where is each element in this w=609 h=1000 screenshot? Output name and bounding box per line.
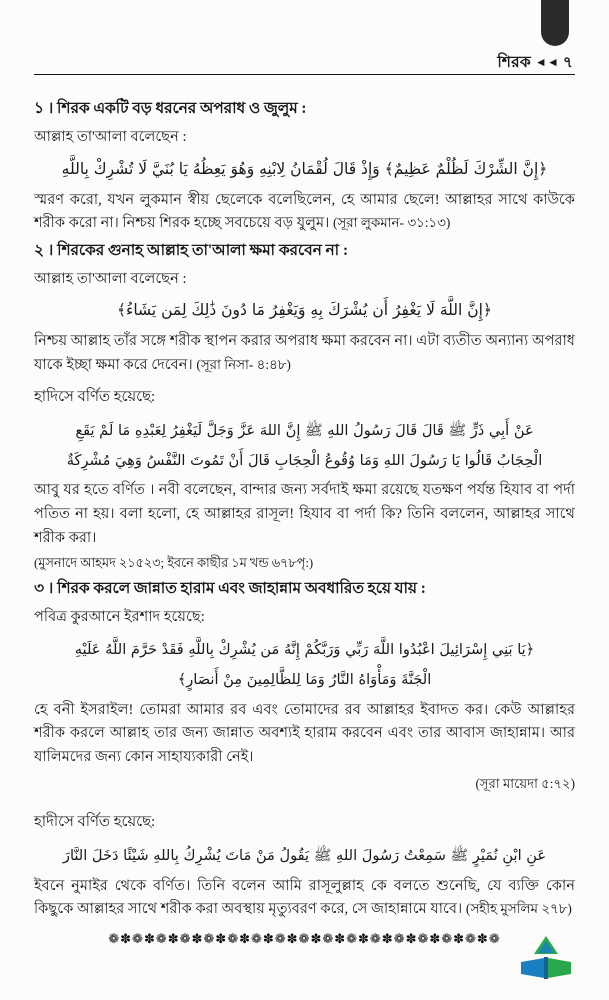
header-arrows-icon: ◄◄ xyxy=(534,55,560,69)
header-book-title: শিরক xyxy=(497,54,531,71)
section-3-arabic-line-1: ﴿يَا بَنِي إِسْرَائِيلَ اعْبُدُوا اللَّهَ رَبِّي وَرَبَّكُمْ إِنَّهُ مَن يُشْرِكْ بِاللَّهِ فَقَدْ حَرَّمَ اللَّهُ عَلَيْهِ xyxy=(74,640,535,658)
section-2-hadith-reference: (মুসনাদে আহমদ ২১৫২৩; ইবনে কাছীর ১ম খন্ড ৬৭৮পৃ:) xyxy=(34,556,314,571)
section-2-lead: আল্লাহ তা'আলা বলেছেন : xyxy=(34,270,187,287)
page-number: ৭ xyxy=(563,55,573,71)
section-3-lead: পবিত্র কুরআনে ইরশাদ হয়েছে: xyxy=(34,609,205,626)
section-3-hadith-reference: (সহীহ মুসলিম ২৭৮) xyxy=(465,901,572,917)
section-1 xyxy=(34,98,575,236)
section-2 xyxy=(34,240,575,576)
section-1-arabic-verse: ﴿إِنَّ الشِّرْكَ لَظُلْمٌ عَظِيمٌ﴾ وَإِذْ قَالَ لُقْمَانُ لِابْنِهِ وَهُوَ يَعِظُهُ يَا بُنَيَّ لَا تُشْرِكْ بِاللَّهِ xyxy=(61,159,548,178)
section-2-hadith-arabic xyxy=(34,416,575,476)
corner-tab-mark xyxy=(541,0,569,46)
section-1-reference: (সূরা লুকমান- ৩১:১৩) xyxy=(332,215,451,231)
running-header xyxy=(497,50,573,76)
section-1-title: ১ । শিরক একটি বড় ধরনের অপরাধ ও জুলুম : xyxy=(34,100,307,117)
bottom-ornament: ❁✽❁✽❁✽❁✽❁✽❁✽❁✽❁✽❁✽❁✽❁✽❁✽❁✽❁✽❁✽❁✽❁ xyxy=(108,931,501,947)
section-2-reference: (সূরা নিসা- ৪:৪৮) xyxy=(196,357,291,373)
header-rule xyxy=(34,74,575,75)
section-3-reference: (সূরা মায়েদা ৫:৭২) xyxy=(475,775,575,791)
section-1-lead: আল্লাহ তা'আলা বলেছেন : xyxy=(34,128,187,145)
section-1-translation xyxy=(34,189,575,236)
section-3-title: ৩ । শিরক করলে জান্নাত হারাম এবং জাহান্নাম অবধারিত হয়ে যায় : xyxy=(34,580,426,598)
section-2-translation xyxy=(34,330,575,377)
page-header xyxy=(34,0,575,86)
footer-logo xyxy=(517,934,575,982)
section-3-hadith-translation xyxy=(34,875,575,922)
section-1-translation-text: স্মরণ করো, যখন লুকমান স্বীয় ছেলেকে বলেছিলেন, হে আমার ছেলে! আল্লাহর সাথে কাউকে শরীক করো না। নিশ্চয় শিরক হচ্ছে সবচেয়ে বড় যুলুম। xyxy=(34,191,575,232)
section-3-arabic-line-2: الْجَنَّةَ وَمَأْوَاهُ النَّارُ وَمَا لِلظَّالِمِينَ مِنْ أَنصَارٍ﴾ xyxy=(177,670,432,688)
section-2-hadith-translation xyxy=(34,479,575,550)
section-3-arabic-verse xyxy=(34,635,575,695)
section-2-arabic-verse: ﴿إِنَّ اللَّهَ لَا يَغْفِرُ أَن يُشْرَكَ بِهِ وَيَغْفِرُ مَا دُونَ ذَٰلِكَ لِمَن يَشَاءُ﴾ xyxy=(116,301,493,320)
section-2-hadith-arabic-line-2: الْحِجَابُ قَالُوا يَا رَسُولَ اللهِ وَمَا وُقُوعُ الْحِجَابِ قَالَ أَنْ تَمُوتَ النَّفْسُ وَهِيَ مُشْرِكَةٌ xyxy=(66,451,543,469)
section-2-hadith-arabic-line-1: عَنْ أَبِي ذَرٍّ ﷺ قَالَ قَالَ رَسُولُ اللهِ ﷺ إِنَّ اللهَ عَزَّ وَجَلَّ لَيَغْفِرُ لِعَبْدِهِ مَا لَمْ يَقَعِ xyxy=(75,421,534,439)
section-3 xyxy=(34,578,575,921)
section-2-hadith-intro: হাদিসে বর্ণিত হয়েছে: xyxy=(34,388,156,405)
section-2-translation-text: নিশ্চয় আল্লাহ তাঁর সঙ্গে শরীক স্থাপন করার অপরাধ ক্ষমা করবেন না। এটা ব্যতীত অন্যান্য অপরাধ যাকে ইচ্ছা ক্ষমা করে দেবেন। xyxy=(34,333,575,374)
section-3-hadith-intro: হাদীসে বর্ণিত হয়েছে: xyxy=(34,813,156,830)
section-3-hadith-translation-text: ইবনে নুমাইর থেকে বর্ণিত। তিনি বলেন আমি রাসূলুল্লাহ কে বলতে শুনেছি, যে ব্যক্তি কোন কিছুকে আল্লাহর সাথে শরীক করা অবস্থায় মৃত্যুবরণ করে, সে জাহান্নামে যাবে। xyxy=(34,877,575,918)
section-3-hadith-arabic: عَنِ ابْنِ نُمَيْرٍ ﷺ سَمِعْتُ رَسُولَ اللهِ ﷺ يَقُولُ مَنْ مَاتَ يُشْرِكُ بِاللهِ شَيْئًا دَخَلَ النَّارَ xyxy=(62,846,547,864)
section-3-translation: হে বনী ইসরাইল! তোমরা আমার রব এবং তোমাদের রব আল্লাহর ইবাদত কর। কেউ আল্লাহর শরীক করলে আল্লাহ তার জন্য জান্নাত অবশ্যই হারাম করবেন এবং তার আবাস জাহান্নাম। আর যালিমদের জন্য কোন সাহায্যকারী নেই। xyxy=(34,701,575,766)
section-2-hadith-translation-text: আবু যর হতে বর্ণিত । নবী বলেছেন, বান্দার জন্য সর্বদাই ক্ষমা রয়েছে যতক্ষণ পর্যন্ত হিযাব বা পর্দা পতিত না হয়। বলা হলো, হে আল্লাহর রাসূল! হিযাব বা পর্দা কি? তিনি বললেন, আল্লাহর সাথে শরীক করা। xyxy=(34,482,575,546)
page-content xyxy=(34,86,575,947)
section-2-title: ২ । শিরকের গুনাহ আল্লাহ তা'আলা ক্ষমা করবেন না : xyxy=(34,241,349,259)
